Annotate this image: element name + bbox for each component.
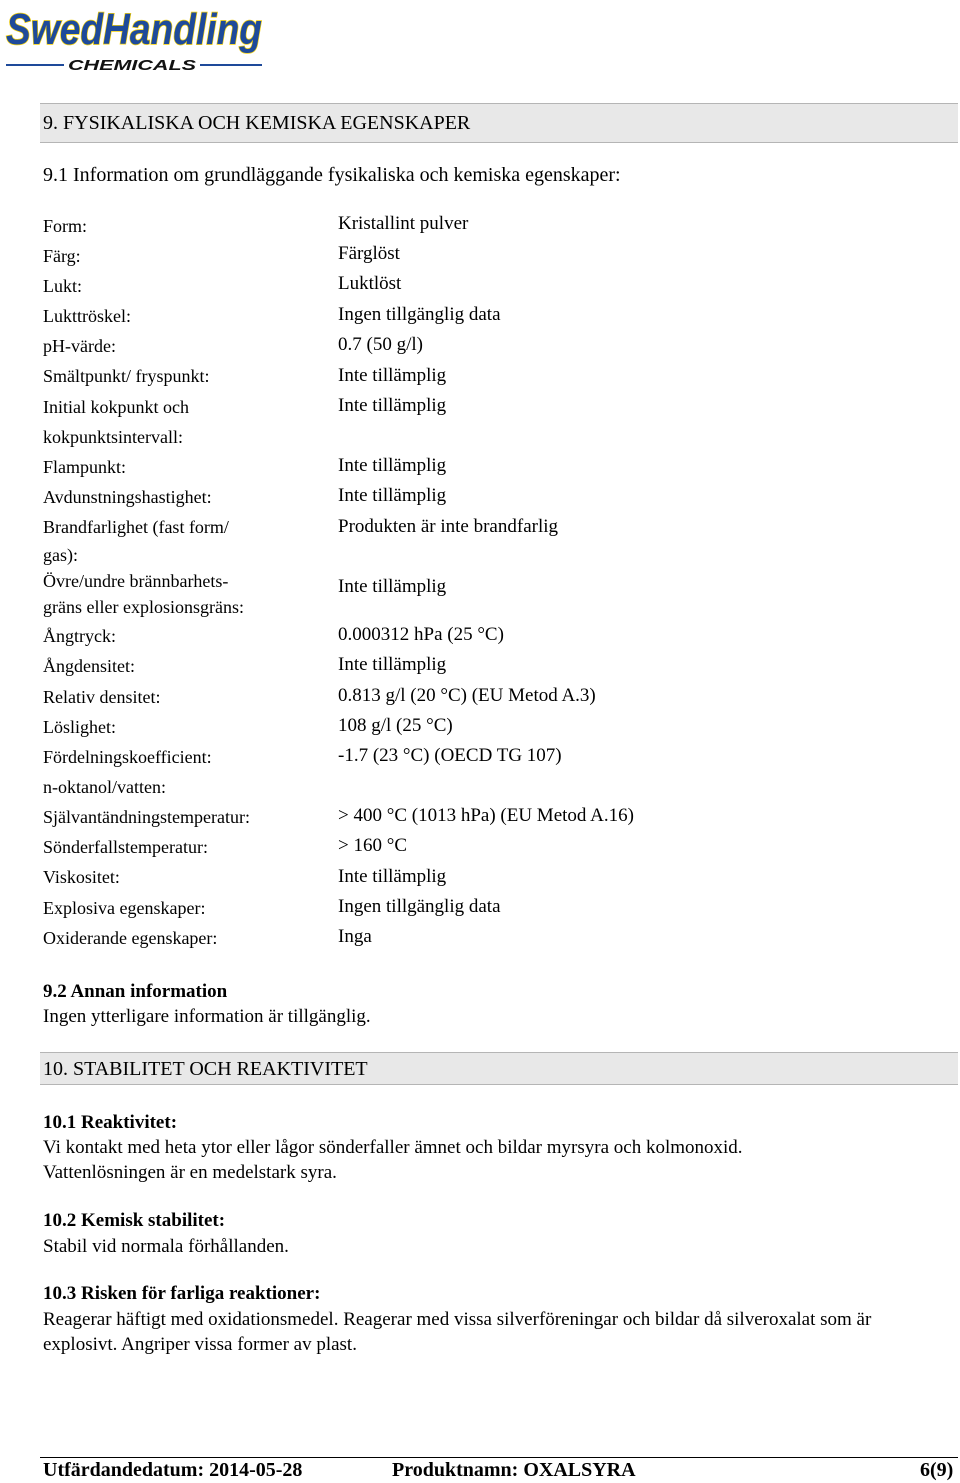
prop-label-cont: gräns eller explosionsgräns: — [43, 597, 244, 617]
paragraph-line: Stabil vid normala förhållanden. — [43, 1236, 289, 1257]
prop-label: Explosiva egenskaper: — [43, 898, 206, 918]
prop-label: Ångdensitet: — [43, 656, 135, 676]
section-10-title: 10. STABILITET OCH REAKTIVITET — [43, 1058, 368, 1080]
subsection-10-2-title: 10.2 Kemisk stabilitet: — [43, 1210, 226, 1231]
prop-label: Form: — [43, 216, 88, 236]
prop-label: Oxiderande egenskaper: — [43, 928, 218, 948]
prop-value: Ingen tillgänglig data — [338, 304, 501, 325]
prop-value: Färglöst — [338, 243, 400, 264]
footer-date-value: : 2014-05-28 — [197, 1459, 303, 1481]
footer-issue-date — [43, 1459, 302, 1482]
paragraph-line: explosivt. Angriper vissa former av plast. — [43, 1334, 357, 1355]
paragraph-line: Vi kontakt med heta ytor eller lågor sönderfaller ämnet och bildar myrsyra och kolmonoxid. — [43, 1137, 743, 1158]
prop-value: Inte tillämplig — [338, 576, 447, 597]
prop-label: Initial kokpunkt och — [43, 397, 189, 417]
prop-label: Smältpunkt/ fryspunkt: — [43, 366, 210, 386]
paragraph-line: Vattenlösningen är en medelstark syra. — [43, 1162, 337, 1183]
prop-value: Produkten är inte brandfarlig — [338, 516, 559, 537]
prop-label: Brandfarlighet (fast form/ — [43, 517, 229, 537]
prop-value: Inte tillämplig — [338, 365, 447, 386]
footer-date-label: Utfärdandedatum — [43, 1459, 198, 1481]
prop-value: -1.7 (23 °C) (OECD TG 107) — [338, 745, 562, 766]
prop-value: Inte tillämplig — [338, 485, 447, 506]
prop-label: Relativ densitet: — [43, 687, 161, 707]
footer-rule — [40, 1457, 958, 1458]
footer-page-number: 6(9) — [920, 1459, 954, 1481]
prop-label: Självantändningstemperatur: — [43, 807, 250, 827]
company-logo — [4, 2, 266, 72]
prop-label-cont: kokpunktsintervall: — [43, 427, 183, 447]
subsection-10-1-title: 10.1 Reaktivitet: — [43, 1112, 178, 1133]
prop-label: Ångtryck: — [43, 626, 116, 646]
paragraph-line: Reagerar häftigt med oxidationsmedel. Reagerar med vissa silverföreningar och bildar då silveroxalat som är — [43, 1309, 872, 1330]
prop-label: Löslighet: — [43, 717, 116, 737]
section-10-header — [40, 1052, 958, 1085]
prop-label-cont: n-oktanol/vatten: — [43, 777, 166, 797]
prop-label: Färg: — [43, 246, 81, 266]
footer-product-label: Produktnamn — [392, 1459, 512, 1481]
prop-label: Flampunkt: — [43, 457, 127, 477]
subsection-9-2-text: Ingen ytterligare information är tillgänglig. — [43, 1006, 371, 1027]
prop-value: 108 g/l (25 °C) — [338, 715, 453, 736]
prop-value: Inga — [338, 926, 372, 947]
prop-label: Viskositet: — [43, 867, 120, 887]
prop-label: Övre/undre brännbarhets- — [43, 571, 229, 591]
prop-value: Inte tillämplig — [338, 455, 447, 476]
footer-product — [392, 1459, 636, 1482]
prop-value: > 400 °C (1013 hPa) (EU Metod A.16) — [338, 805, 634, 826]
prop-value: > 160 °C — [338, 835, 407, 856]
prop-value: Inte tillämplig — [338, 654, 447, 675]
subsection-9-1-title: 9.1 Information om grundläggande fysikaliska och kemiska egenskaper: — [43, 164, 621, 186]
logo-sub: CHEMICALS — [68, 57, 196, 74]
prop-value: 0.7 (50 g/l) — [338, 334, 423, 355]
section-9-header — [40, 103, 958, 143]
subsection-10-3-title: 10.3 Risken för farliga reaktioner: — [43, 1283, 321, 1304]
prop-value: Inte tillämplig — [338, 395, 447, 416]
prop-label: Avdunstningshastighet: — [43, 487, 212, 507]
footer-product-value: : OXALSYRA — [511, 1459, 636, 1481]
prop-value: Ingen tillgänglig data — [338, 896, 501, 917]
prop-label: pH-värde: — [43, 336, 116, 356]
prop-label: Sönderfallstemperatur: — [43, 837, 208, 857]
prop-value: 0.813 g/l (20 °C) (EU Metod A.3) — [338, 685, 596, 706]
prop-value: Luktlöst — [338, 273, 402, 294]
prop-value: 0.000312 hPa (25 °C) — [338, 624, 504, 645]
prop-label: Lukt: — [43, 276, 82, 296]
prop-label: Fördelningskoefficient: — [43, 747, 212, 767]
section-9-title: 9. FYSIKALISKA OCH KEMISKA EGENSKAPER — [43, 112, 471, 134]
prop-label: Lukttröskel: — [43, 306, 131, 326]
logo-name: SwedHandling — [6, 5, 263, 54]
prop-label-cont: gas): — [43, 545, 78, 565]
prop-value: Kristallint pulver — [338, 213, 469, 234]
subsection-9-2-title: 9.2 Annan information — [43, 981, 228, 1002]
prop-value: Inte tillämplig — [338, 866, 447, 887]
